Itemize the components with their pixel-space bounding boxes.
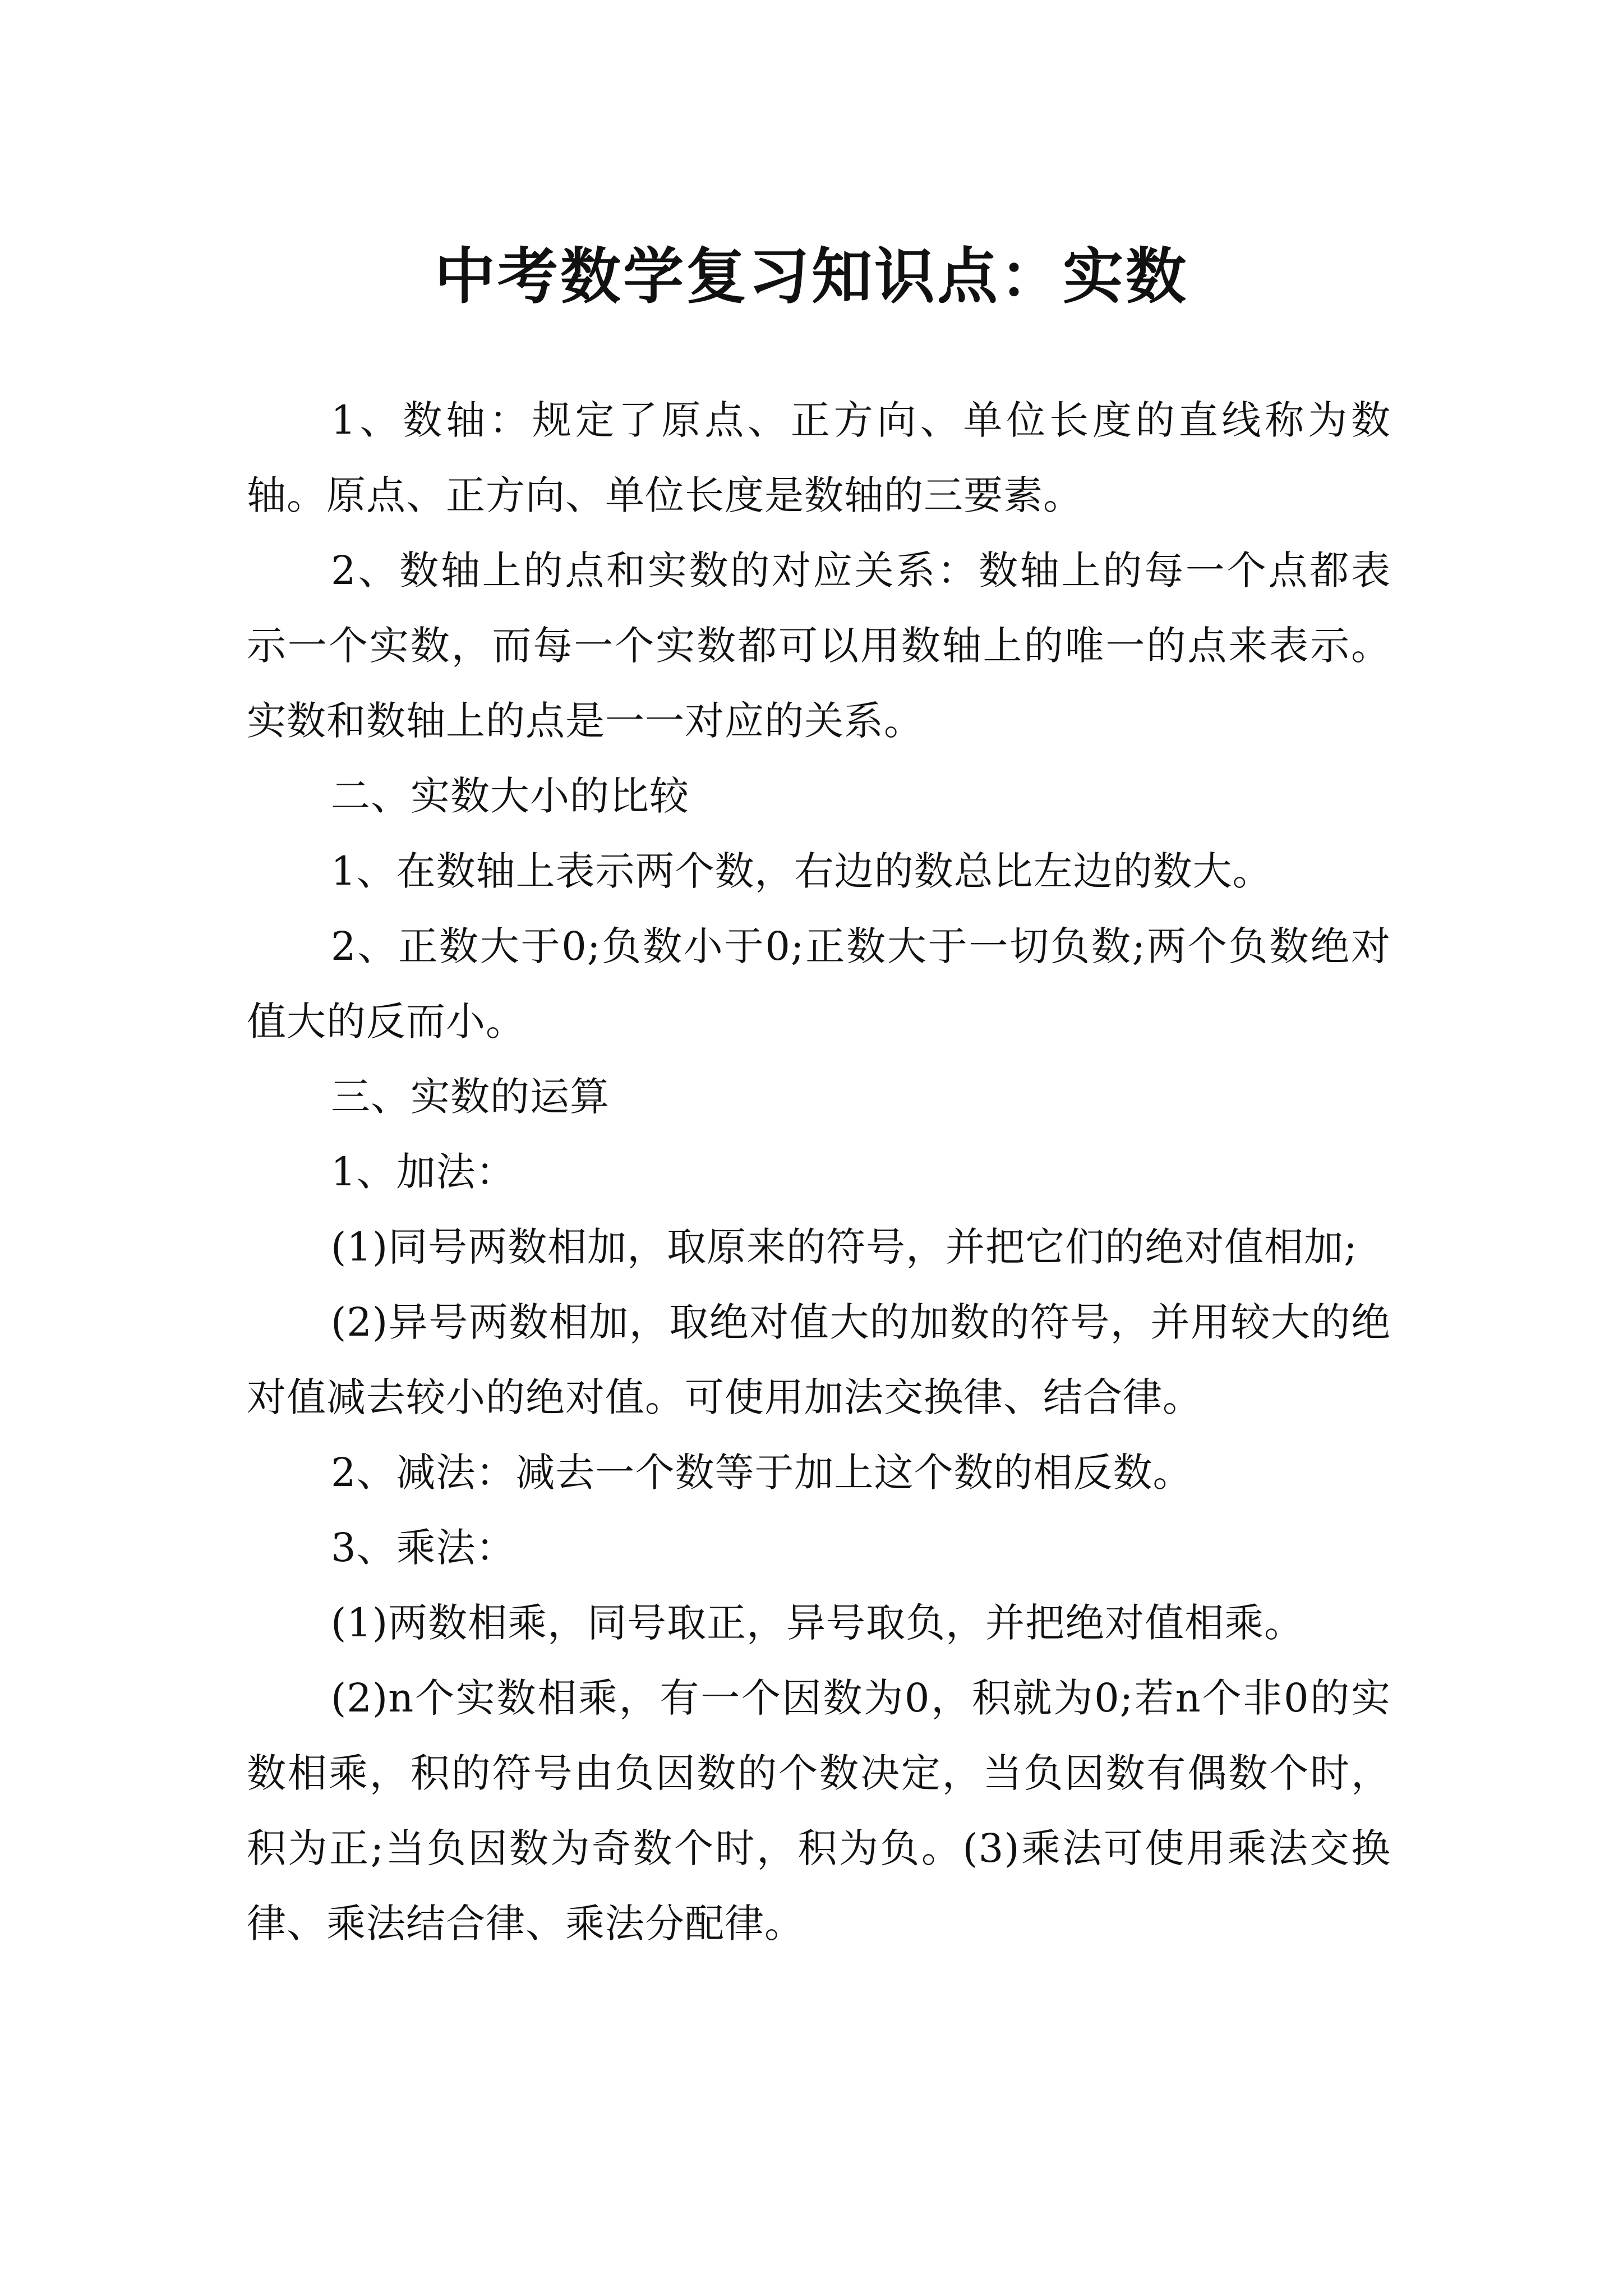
paragraph-multiplication-n-numbers: (2)n个实数相乘，有一个因数为0，积就为0;若n个非0的实数相乘，积的符号由负因数的个数决定，当负因数有偶数个时，积为正;当负因数为奇数个时，积为负。(3)乘法可使用乘法交换律、乘法结合律、乘法分配律。 — [247, 1675, 1391, 1947]
subheading-addition: 1、加法： — [331, 1149, 516, 1195]
paragraph-number-line-correspondence: 2、数轴上的点和实数的对应关系：数轴上的每一个点都表示一个实数，而每一个实数都可以用数轴上的唯一的点来表示。实数和数轴上的点是一一对应的关系。 — [247, 547, 1391, 744]
paragraph-comparison-rules: 2、正数大于0;负数小于0;正数大于一切负数;两个负数绝对值大的反而小。 — [247, 923, 1391, 1045]
section-heading-comparison: 二、实数大小的比较 — [331, 773, 689, 819]
paragraph-multiplication-two-numbers: (1)两数相乘，同号取正，异号取负，并把绝对值相乘。 — [331, 1600, 1304, 1646]
document-title: 中考数学复习知识点：实数 — [434, 242, 1188, 312]
paragraph-subtraction: 2、减法：减去一个数等于加上这个数的相反数。 — [331, 1450, 1193, 1496]
subheading-multiplication: 3、乘法： — [331, 1525, 516, 1571]
document-body — [247, 383, 1391, 1961]
paragraph-addition-different-sign: (2)异号两数相加，取绝对值大的加数的符号，并用较大的绝对值减去较小的绝对值。可使用加法交换律、结合律。 — [247, 1299, 1391, 1420]
paragraph-addition-same-sign: (1)同号两数相加，取原来的符号，并把它们的绝对值相加; — [331, 1224, 1358, 1270]
paragraph-number-line-definition: 1、数轴：规定了原点、正方向、单位长度的直线称为数轴。原点、正方向、单位长度是数轴的三要素。 — [247, 397, 1391, 518]
section-heading-operations: 三、实数的运算 — [331, 1074, 610, 1120]
paragraph-comparison-on-axis: 1、在数轴上表示两个数，右边的数总比左边的数大。 — [331, 848, 1272, 894]
